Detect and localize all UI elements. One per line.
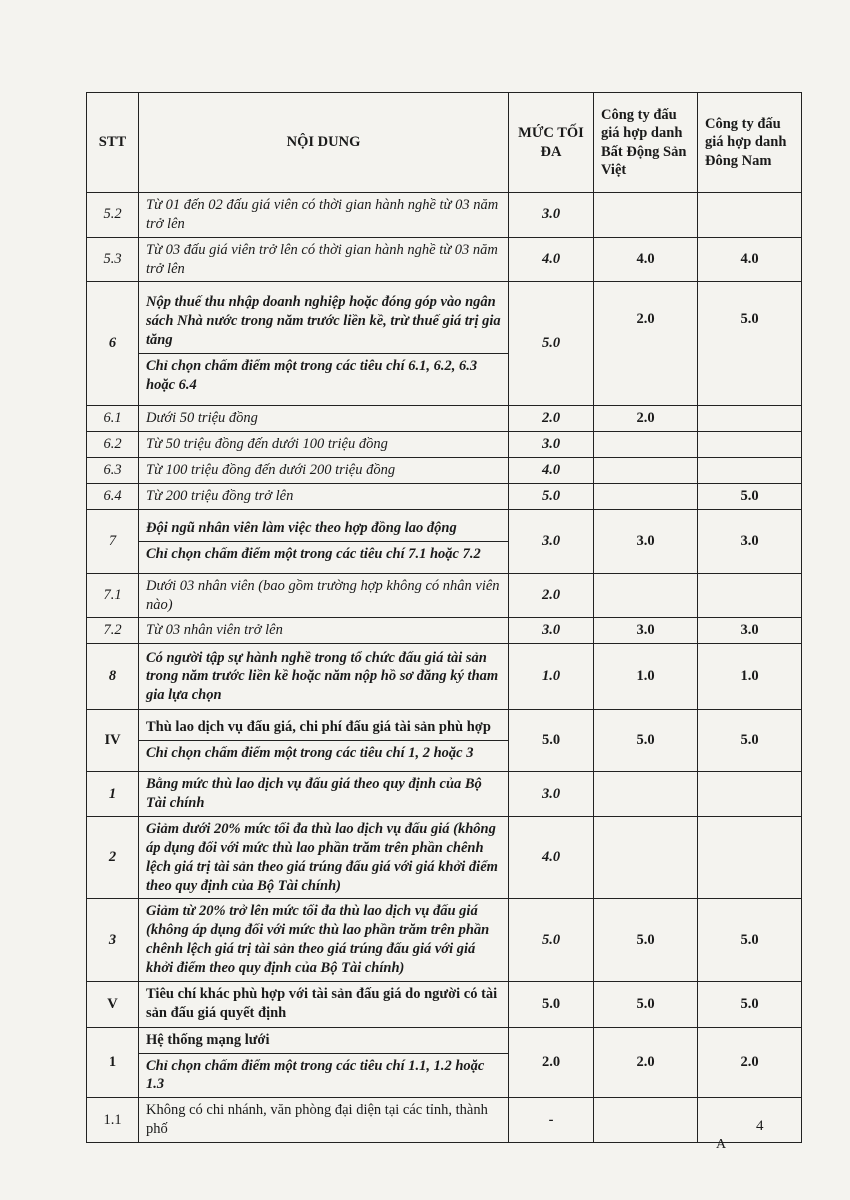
row-score-a: 2.0 (594, 282, 698, 406)
table-row (87, 618, 802, 644)
row-score-b: 2.0 (698, 1027, 802, 1098)
row-score-a: 5.0 (594, 710, 698, 772)
row-content: Từ 03 đấu giá viên trở lên có thời gian hành nghề từ 03 năm trở lên (139, 237, 509, 282)
row-max: - (509, 1098, 594, 1143)
row-score-a (594, 432, 698, 458)
row-score-b (698, 432, 802, 458)
row-score-b: 3.0 (698, 618, 802, 644)
row-score-b (698, 406, 802, 432)
row-score-b (698, 458, 802, 484)
row-score-a (594, 772, 698, 817)
row-content-cell (139, 1027, 509, 1098)
row-stt: 6 (87, 282, 139, 406)
row-max: 2.0 (509, 406, 594, 432)
row-max: 5.0 (509, 899, 594, 981)
row-score-a (594, 1098, 698, 1143)
header-max-score: MỨC TỐI ĐA (509, 93, 594, 193)
header-content: NỘI DUNG (139, 93, 509, 193)
table-row (87, 1098, 802, 1143)
row-max: 2.0 (509, 573, 594, 618)
row-content: Dưới 03 nhân viên (bao gồm trường hợp không có nhân viên nào) (139, 573, 509, 618)
row-content: Từ 50 triệu đồng đến dưới 100 triệu đồng (139, 432, 509, 458)
table-row (87, 772, 802, 817)
row-content: Tiêu chí khác phù hợp với tài sản đấu giá do người có tài sản đấu giá quyết định (139, 981, 509, 1027)
row-score-b (698, 772, 802, 817)
row-content: Giảm dưới 20% mức tối đa thù lao dịch vụ đấu giá (không áp dụng đối với mức thù lao phần trăm trên phần chênh lệch giá trị tài sản theo giá trúng đấu giá với giá khởi điểm theo quy định của Bộ Tài chính) (139, 816, 509, 898)
row-score-b: 5.0 (698, 899, 802, 981)
row-score-b: 1.0 (698, 644, 802, 710)
row-content: Từ 01 đến 02 đấu giá viên có thời gian hành nghề từ 03 năm trở lên (139, 193, 509, 238)
row-score-b: 4.0 (698, 237, 802, 282)
row-stt: 6.4 (87, 483, 139, 509)
row-max: 3.0 (509, 772, 594, 817)
page-number: 4 (756, 1118, 764, 1134)
row-max: 3.0 (509, 432, 594, 458)
row-content-cell (139, 282, 509, 406)
row-stt: 7 (87, 509, 139, 573)
table-row (87, 237, 802, 282)
row-max: 2.0 (509, 1027, 594, 1098)
row-max: 3.0 (509, 509, 594, 573)
row-content: Giảm từ 20% trở lên mức tối đa thù lao dịch vụ đấu giá (không áp dụng đối với mức thù lao phần trăm trên phần chênh lệch giá trị tài sản theo giá trúng đấu giá với giá khởi điểm theo quy định của Bộ Tài chính) (139, 899, 509, 981)
row-content: Hệ thống mạng lưới (146, 1031, 270, 1048)
table-row (87, 406, 802, 432)
table-row (87, 899, 802, 981)
row-score-a: 2.0 (594, 406, 698, 432)
row-stt: 6.3 (87, 458, 139, 484)
row-score-a (594, 458, 698, 484)
row-max: 3.0 (509, 618, 594, 644)
table-row (87, 193, 802, 238)
header-stt: STT (87, 93, 139, 193)
header-company-b: Công ty đấu giá hợp danh Đông Nam (698, 93, 802, 193)
row-score-b (698, 1098, 802, 1143)
row-max: 5.0 (509, 483, 594, 509)
row-stt: 3 (87, 899, 139, 981)
row-content: Thù lao dịch vụ đấu giá, chi phí đấu giá tài sản phù hợp (146, 719, 491, 736)
table-row (87, 458, 802, 484)
row-max: 4.0 (509, 816, 594, 898)
header-company-a: Công ty đấu giá hợp danh Bất Động Sản Việt (594, 93, 698, 193)
row-note: Chỉ chọn chấm điểm một trong các tiêu chí 6.1, 6.2, 6.3 hoặc 6.4 (139, 353, 508, 395)
row-score-b: 3.0 (698, 509, 802, 573)
row-score-a (594, 816, 698, 898)
row-content: Từ 03 nhân viên trở lên (139, 618, 509, 644)
row-stt: 6.2 (87, 432, 139, 458)
row-stt: 6.1 (87, 406, 139, 432)
row-content: Từ 200 triệu đồng trở lên (139, 483, 509, 509)
row-stt: 8 (87, 644, 139, 710)
table-row (87, 509, 802, 573)
row-content: Không có chi nhánh, văn phòng đại diện tại các tỉnh, thành phố (139, 1098, 509, 1143)
row-score-a: 1.0 (594, 644, 698, 710)
table-row (87, 816, 802, 898)
row-stt: 2 (87, 816, 139, 898)
row-max: 4.0 (509, 458, 594, 484)
row-stt: 7.2 (87, 618, 139, 644)
row-max: 5.0 (509, 282, 594, 406)
table-row (87, 483, 802, 509)
row-score-a: 5.0 (594, 981, 698, 1027)
table-row (87, 644, 802, 710)
row-content: Đội ngũ nhân viên làm việc theo hợp đồng lao động (146, 519, 457, 536)
row-score-a: 2.0 (594, 1027, 698, 1098)
page-mark: A (716, 1137, 727, 1152)
row-max: 5.0 (509, 710, 594, 772)
row-score-b: 5.0 (698, 710, 802, 772)
row-content: Nộp thuế thu nhập doanh nghiệp hoặc đóng góp vào ngân sách Nhà nước trong năm trước liền kề, trừ thuế giá trị gia tăng (146, 294, 501, 348)
row-content-cell (139, 710, 509, 772)
row-stt: V (87, 981, 139, 1027)
row-score-a: 5.0 (594, 899, 698, 981)
row-stt: 5.2 (87, 193, 139, 238)
row-content: Dưới 50 triệu đồng (139, 406, 509, 432)
row-score-a (594, 193, 698, 238)
row-score-b (698, 193, 802, 238)
table-row (87, 1027, 802, 1098)
row-note: Chỉ chọn chấm điểm một trong các tiêu chí 1, 2 hoặc 3 (139, 740, 508, 763)
row-score-a: 3.0 (594, 509, 698, 573)
table-row (87, 573, 802, 618)
table-row (87, 432, 802, 458)
row-content: Từ 100 triệu đồng đến dưới 200 triệu đồng (139, 458, 509, 484)
row-score-b: 5.0 (698, 483, 802, 509)
row-stt: 1.1 (87, 1098, 139, 1143)
row-max: 4.0 (509, 237, 594, 282)
row-max: 3.0 (509, 193, 594, 238)
table-row (87, 282, 802, 406)
row-content-cell (139, 509, 509, 573)
row-stt: IV (87, 710, 139, 772)
table-header-row (87, 93, 802, 193)
row-content: Bằng mức thù lao dịch vụ đấu giá theo quy định của Bộ Tài chính (139, 772, 509, 817)
row-score-a: 3.0 (594, 618, 698, 644)
row-stt: 5.3 (87, 237, 139, 282)
row-content: Có người tập sự hành nghề trong tổ chức đấu giá tài sản trong năm trước liền kề hoặc năm nộp hồ sơ đăng ký tham gia lựa chọn (139, 644, 509, 710)
row-stt: 7.1 (87, 573, 139, 618)
scoring-table (86, 92, 802, 1143)
table-row (87, 981, 802, 1027)
row-score-b (698, 573, 802, 618)
row-stt: 1 (87, 772, 139, 817)
row-score-a (594, 483, 698, 509)
row-score-b: 5.0 (698, 282, 802, 406)
table-row (87, 710, 802, 772)
row-score-a: 4.0 (594, 237, 698, 282)
row-note: Chỉ chọn chấm điểm một trong các tiêu chí 1.1, 1.2 hoặc 1.3 (139, 1053, 508, 1095)
row-note: Chỉ chọn chấm điểm một trong các tiêu chí 7.1 hoặc 7.2 (139, 541, 508, 564)
row-max: 1.0 (509, 644, 594, 710)
row-score-b (698, 816, 802, 898)
row-score-b: 5.0 (698, 981, 802, 1027)
row-score-a (594, 573, 698, 618)
row-max: 5.0 (509, 981, 594, 1027)
row-stt: 1 (87, 1027, 139, 1098)
